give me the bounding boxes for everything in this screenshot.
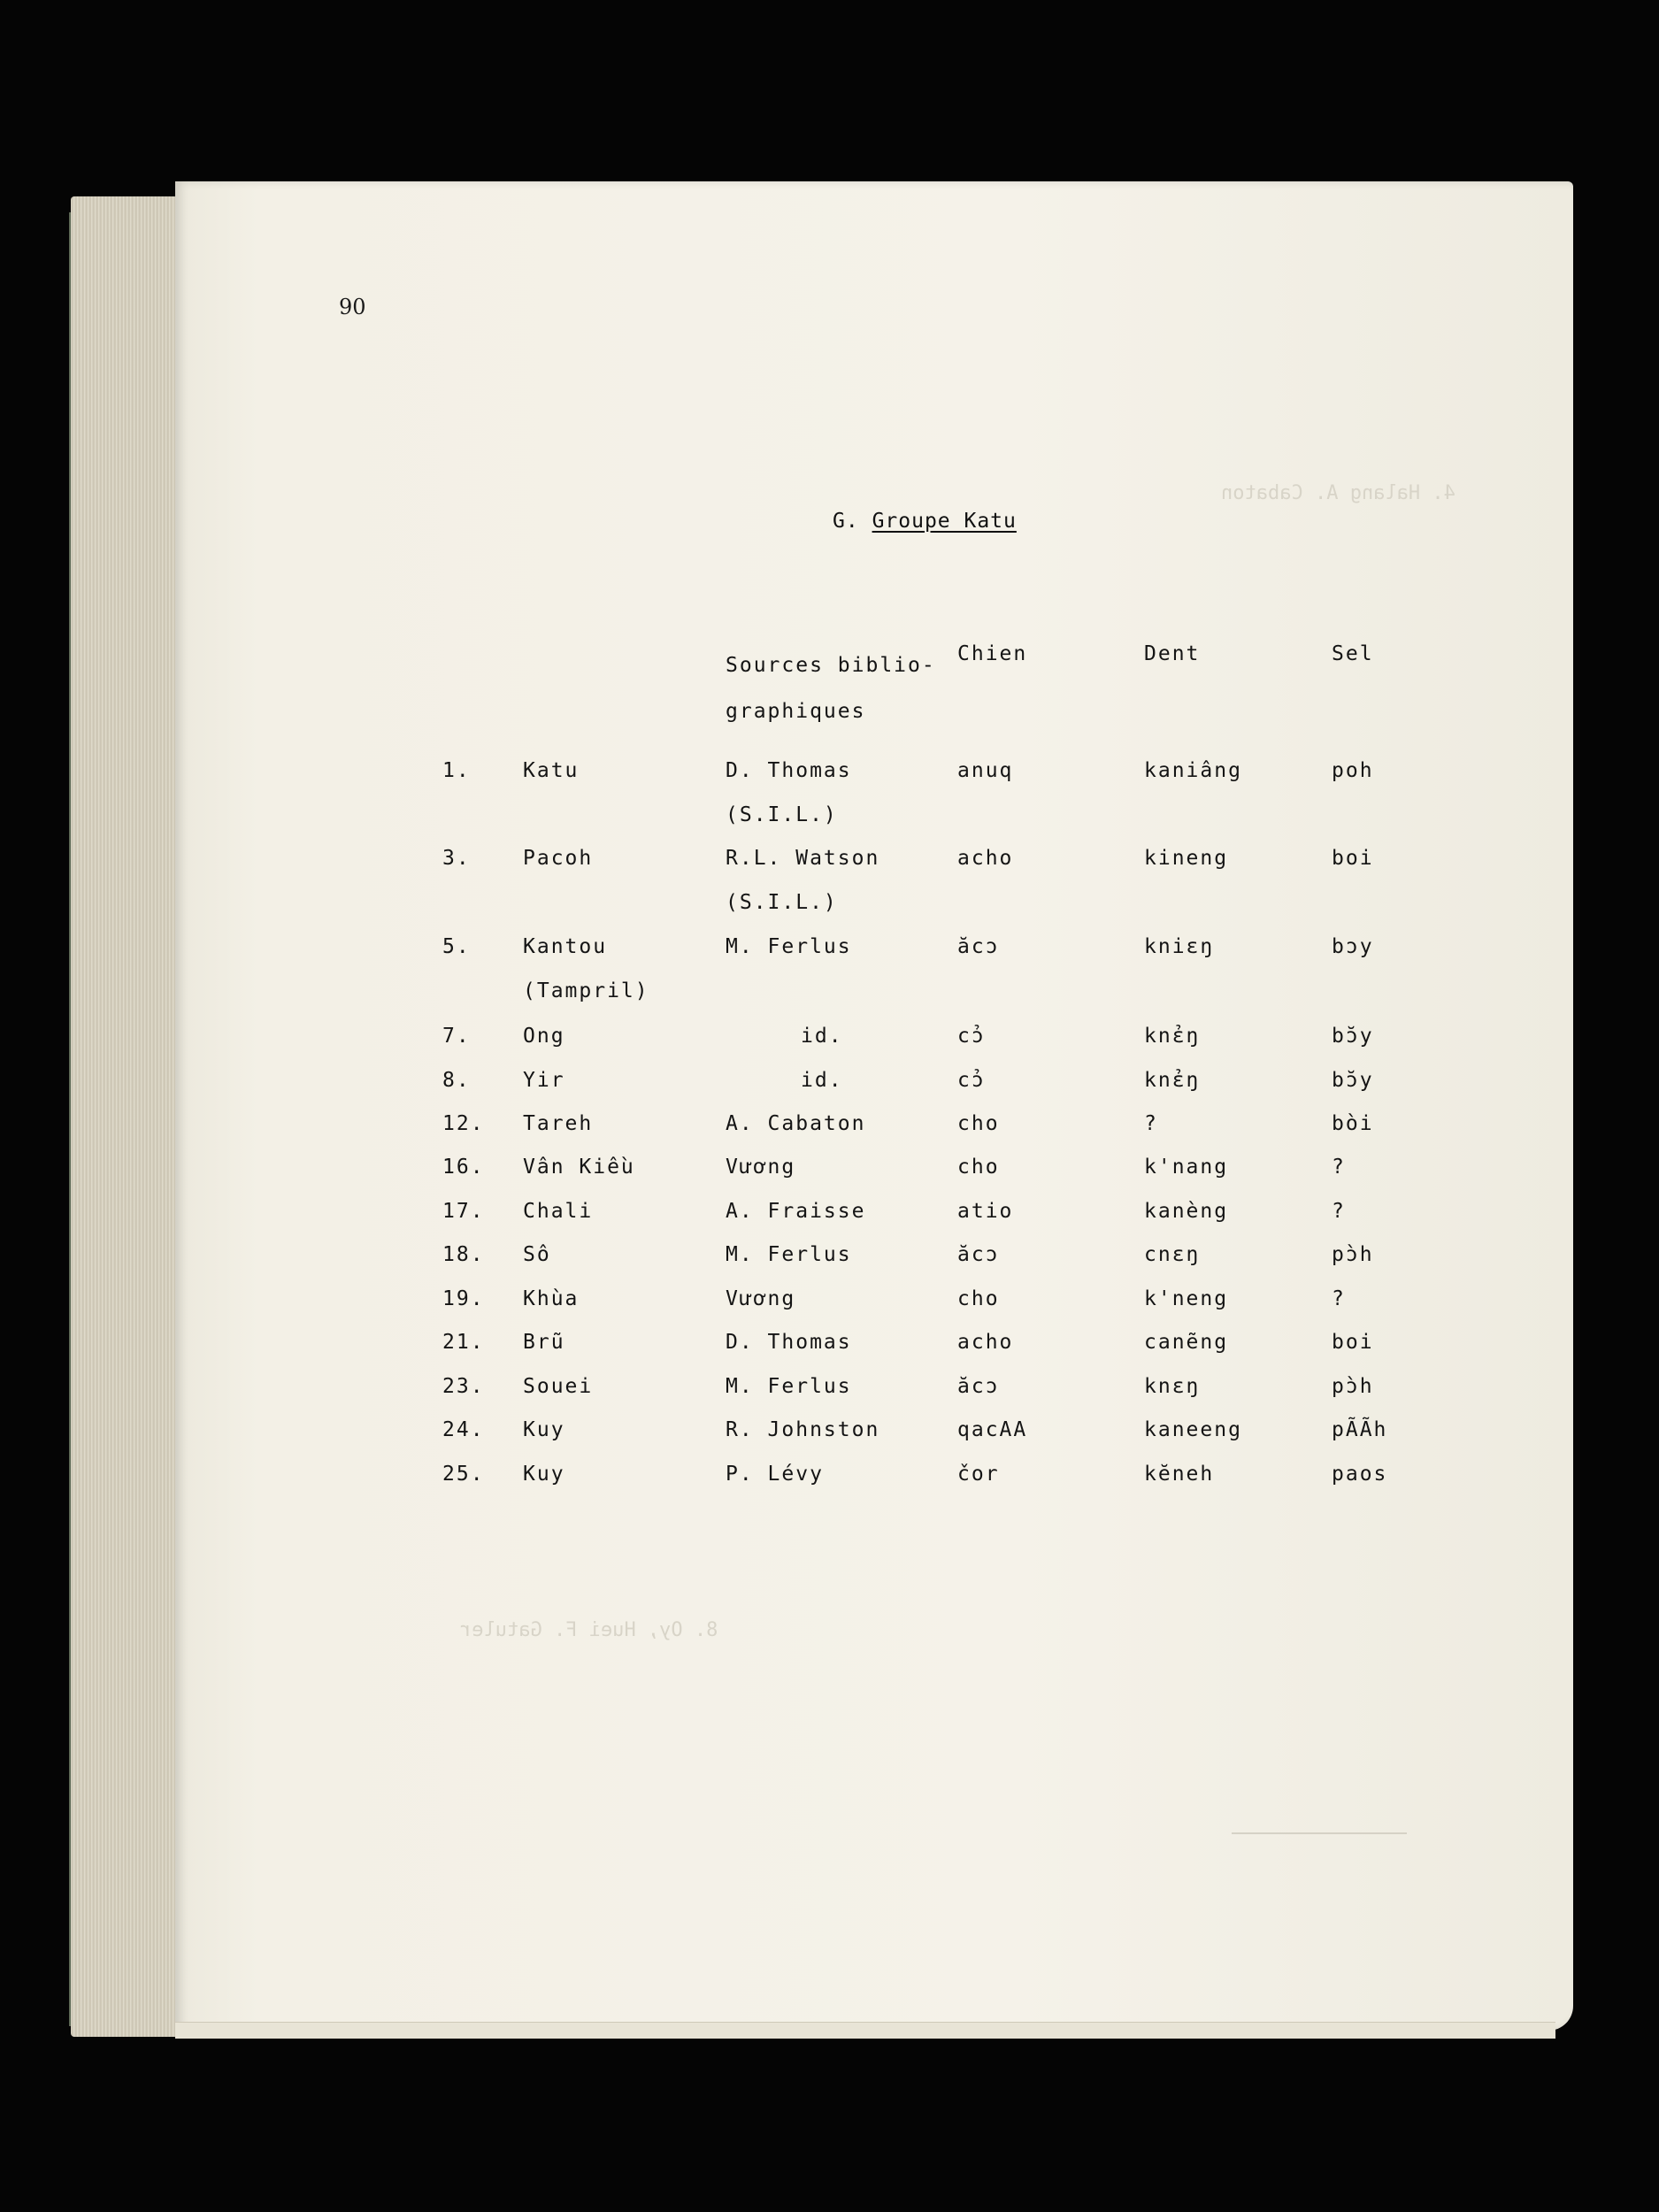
header-sources: Sources biblio- graphiques: [726, 654, 936, 723]
source: id.: [801, 1069, 843, 1092]
section-prefix: G.: [833, 510, 859, 533]
word-dent: kniɛŋ: [1144, 935, 1215, 958]
source: M. Ferlus: [726, 1243, 852, 1266]
source: M. Ferlus: [726, 1375, 852, 1398]
page-number: 90: [339, 295, 366, 319]
language: Kuy: [523, 1463, 565, 1486]
row-number: 19.: [442, 1287, 485, 1310]
row-number: 21.: [442, 1331, 485, 1354]
source: R. Johnston: [726, 1418, 880, 1441]
source: D. Thomas: [726, 1331, 852, 1354]
word-sel: boi: [1332, 847, 1374, 870]
word-sel: bɔ̆y: [1332, 1025, 1374, 1048]
language-continued: (Tampril): [523, 979, 649, 1002]
word-sel: pɔ̀h: [1332, 1243, 1374, 1266]
language: Katu: [523, 759, 580, 782]
source: P. Lévy: [726, 1463, 824, 1486]
word-chien: acho: [957, 1331, 1014, 1354]
row-number: 3.: [442, 847, 471, 870]
page-bottom-edge: [175, 2022, 1555, 2039]
language: Khùa: [523, 1287, 580, 1310]
language: Yir: [523, 1069, 565, 1092]
word-dent: knɛŋ: [1144, 1375, 1201, 1398]
word-dent: k'nang: [1144, 1156, 1229, 1179]
row-number: 1.: [442, 759, 471, 782]
source: A. Fraisse: [726, 1200, 866, 1223]
word-dent: kaneeng: [1144, 1418, 1242, 1441]
language: Ong: [523, 1025, 565, 1048]
section-title: [833, 510, 1017, 533]
word-sel: bòi: [1332, 1112, 1374, 1135]
source: A. Cabaton: [726, 1112, 866, 1135]
word-chien: cho: [957, 1156, 1000, 1179]
language: Tareh: [523, 1112, 594, 1135]
word-chien: ăcɔ: [957, 935, 1000, 958]
row-number: 12.: [442, 1112, 485, 1135]
row-number: 17.: [442, 1200, 485, 1223]
word-dent: kanèng: [1144, 1200, 1229, 1223]
word-dent: k'neng: [1144, 1287, 1229, 1310]
section-title-text: Groupe Katu: [872, 510, 1017, 533]
word-sel: ?: [1332, 1200, 1346, 1223]
header-dent: Dent: [1144, 642, 1201, 665]
source: M. Ferlus: [726, 935, 852, 958]
word-dent: kaniâng: [1144, 759, 1242, 782]
word-sel: ?: [1332, 1156, 1346, 1179]
row-number: 7.: [442, 1025, 471, 1048]
word-sel: poh: [1332, 759, 1374, 782]
word-dent: knɛ̉ŋ: [1144, 1025, 1201, 1048]
word-dent: knɛ̉ŋ: [1144, 1069, 1201, 1092]
word-dent: kineng: [1144, 847, 1229, 870]
show-through-footnote-rule: [1232, 1832, 1407, 1834]
language: Kuy: [523, 1418, 565, 1441]
row-number: 25.: [442, 1463, 485, 1486]
word-sel: boi: [1332, 1331, 1374, 1354]
row-number: 5.: [442, 935, 471, 958]
word-dent: ?: [1144, 1112, 1158, 1135]
row-number: 18.: [442, 1243, 485, 1266]
word-chien: atio: [957, 1200, 1014, 1223]
language: Sô: [523, 1243, 551, 1266]
row-number: 23.: [442, 1375, 485, 1398]
source: Vương: [726, 1156, 796, 1179]
word-dent: canẽng: [1144, 1331, 1229, 1354]
word-chien: anuq: [957, 759, 1014, 782]
row-number: 24.: [442, 1418, 485, 1441]
source-continued: (S.I.L.): [726, 803, 838, 826]
word-dent: cnɛŋ: [1144, 1243, 1201, 1266]
language: Chali: [523, 1200, 594, 1223]
header-sel: Sel: [1332, 642, 1374, 665]
word-chien: acho: [957, 847, 1014, 870]
language: Brũ: [523, 1331, 565, 1354]
word-sel: paos: [1332, 1463, 1388, 1486]
word-chien: čor: [957, 1463, 1000, 1486]
word-chien: cɔ̉: [957, 1025, 986, 1048]
show-through-line: 4. Halang A. Cabaton: [1221, 482, 1455, 504]
word-sel: pɔ̀h: [1332, 1375, 1374, 1398]
word-sel: bɔ̆y: [1332, 1069, 1374, 1092]
source: id.: [801, 1025, 843, 1048]
language: Souei: [523, 1375, 594, 1398]
word-chien: cɔ̉: [957, 1069, 986, 1092]
row-number: 8.: [442, 1069, 471, 1092]
language: Vân Kiều: [523, 1156, 635, 1179]
book-page-edges: [71, 196, 177, 2037]
book-page: [175, 181, 1573, 2031]
header-chien: Chien: [957, 642, 1028, 665]
word-chien: cho: [957, 1287, 1000, 1310]
word-sel: ?: [1332, 1287, 1346, 1310]
source: Vương: [726, 1287, 796, 1310]
word-sel: pÃÃh: [1332, 1418, 1388, 1441]
word-dent: kĕneh: [1144, 1463, 1215, 1486]
word-chien: qacAA: [957, 1418, 1028, 1441]
row-number: 16.: [442, 1156, 485, 1179]
source: R.L. Watson: [726, 847, 880, 870]
language: Pacoh: [523, 847, 594, 870]
source-continued: (S.I.L.): [726, 891, 838, 914]
source: D. Thomas: [726, 759, 852, 782]
show-through-line: 8. Oy, Huei F. Gatuler: [460, 1619, 718, 1641]
word-sel: bɔy: [1332, 935, 1374, 958]
word-chien: ăcɔ: [957, 1375, 1000, 1398]
word-chien: cho: [957, 1112, 1000, 1135]
language: Kantou: [523, 935, 608, 958]
word-chien: ăcɔ: [957, 1243, 1000, 1266]
